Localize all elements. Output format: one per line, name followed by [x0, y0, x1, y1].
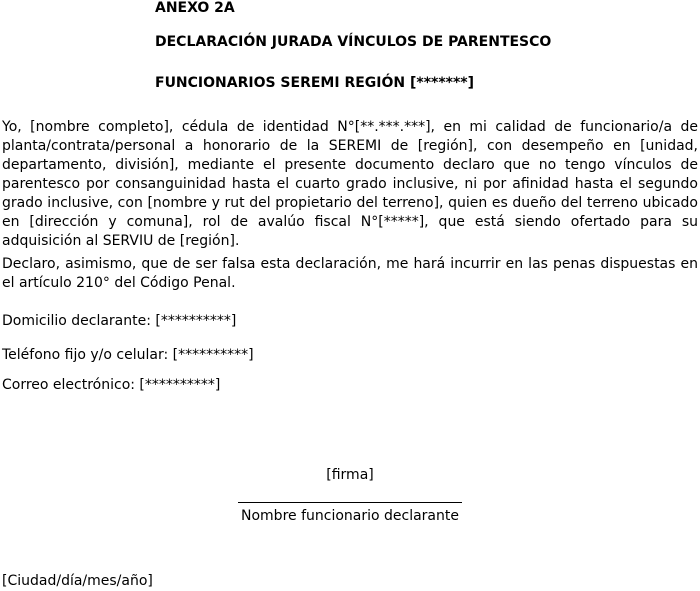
document-subtitle: FUNCIONARIOS SEREMI REGIÓN [*******] [155, 75, 475, 91]
signature-block [236, 466, 464, 525]
document-title: DECLARACIÓN JURADA VÍNCULOS DE PARENTESCO [155, 34, 552, 50]
email-field: Correo electrónico: [**********] [2, 377, 221, 393]
address-field: Domicilio declarante: [**********] [2, 313, 237, 329]
signature-placeholder: [firma] [326, 467, 374, 483]
phone-field: Teléfono fijo y/o celular: [**********] [2, 347, 254, 363]
signature-line [238, 502, 462, 503]
date-placeholder: [Ciudad/día/mes/año] [2, 573, 153, 589]
declaration-body-paragraph: Yo, [nombre completo], cédula de identidad N°[**.***.***], en mi calidad de funcionario/a de planta/contrata/personal a honorario de la SEREMI de [región], con desempeño en [unidad, departamento, división], mediante el presente documento declaro que no tengo vínculos de parentesco por consanguinidad hasta el cuarto grado inclusive, ni por afinidad hasta el segundo grado inclusive, con [nombre y rut del propietario del terreno], quien es dueño del terreno ubicado en [dirección y comuna], rol de avalúo fiscal N°[*****], que está siendo ofertado para su adquisición al SERVIU de [región]. [2, 119, 698, 249]
signature-name-label: Nombre funcionario declarante [241, 508, 459, 524]
penalty-paragraph: Declaro, asimismo, que de ser falsa esta declaración, me hará incurrir en las penas dispuestas en el artículo 210° del Código Penal. [2, 256, 698, 291]
annex-label: ANEXO 2A [155, 0, 235, 16]
